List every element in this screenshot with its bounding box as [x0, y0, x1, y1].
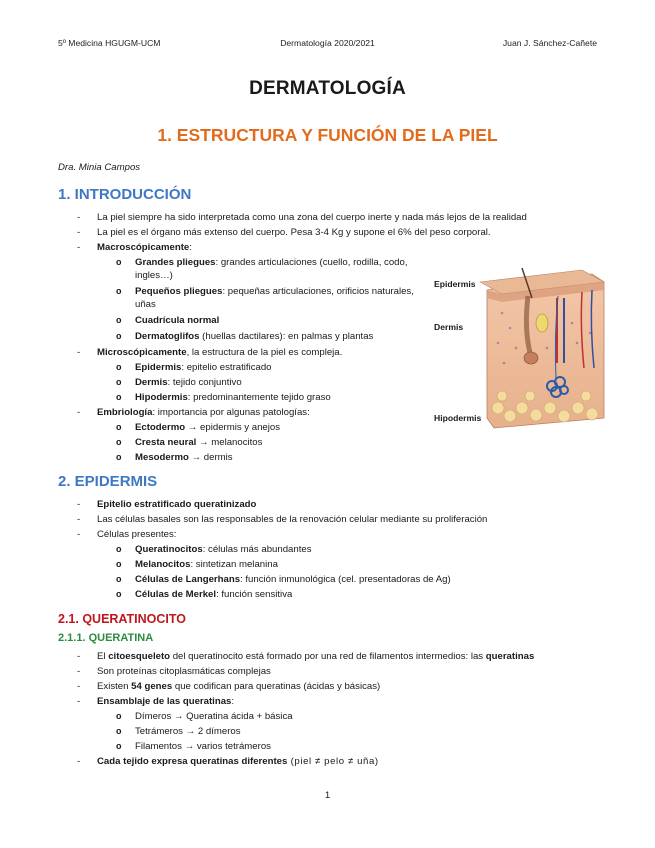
figure-label-hipodermis: Hipodermis: [434, 413, 482, 423]
sub-list-item: o Cuadrícula normal: [116, 315, 220, 326]
list-item: - Embriología: importancia por algunas patologías:: [77, 407, 310, 418]
list-item: - Existen 54 genes que codifican para queratinas (ácidas y básicas): [77, 681, 381, 692]
sub-list-item: o Queratinocitos: células más abundantes: [116, 544, 312, 555]
page-number: 1: [324, 790, 331, 801]
figure-label-dermis: Dermis: [434, 322, 464, 332]
sub-list-item: o Ectodermo → epidermis y anejos: [116, 422, 281, 433]
sub-list-item: o Dermatoglifos (huellas dactilares): en palmas y plantas: [116, 331, 374, 342]
sub-list-item: o Dímeros → Queratina ácida + básica: [116, 711, 293, 722]
list-item: - Microscópicamente, la estructura de la piel es compleja.: [77, 347, 343, 358]
skin-cross-section-illustration: [432, 268, 607, 432]
sub-list-item: o Hipodermis: predominantemente tejido graso: [116, 392, 331, 403]
sub-list-item: o Dermis: tejido conjuntivo: [116, 377, 242, 388]
sub-list-item: o Filamentos → varios tetrámeros: [116, 741, 271, 752]
list-item: - Las células basales son las responsables de la renovación celular mediante su proliferación: [77, 514, 488, 525]
sub-list-item: o Tetrámeros → 2 dímeros: [116, 726, 241, 737]
list-item: - Macroscópicamente:: [77, 242, 192, 253]
header-author: Juan J. Sánchez-Cañete: [502, 38, 597, 48]
list-item: - Epitelio estratificado queratinizado: [77, 499, 257, 510]
header-course: 5º Medicina HGUGM-UCM: [58, 38, 161, 48]
document-title: DERMATOLOGÍA: [249, 78, 406, 99]
sub-list-item: o Grandes pliegues: grandes articulaciones (cuello, rodilla, codo, ingles…): [116, 257, 408, 281]
list-item: - El citoesqueleto del queratinocito está formado por una red de filamentos intermedios: las queratinas: [77, 651, 535, 662]
figure-label-epidermis: Epidermis: [434, 279, 476, 289]
header-subject: Dermatología 2020/2021: [280, 38, 375, 48]
sub-list-item: o Melanocitos: sintetizan melanina: [116, 559, 278, 570]
section-introduccion-heading: 1. INTRODUCCIÓN: [58, 186, 192, 203]
list-item: - Ensamblaje de las queratinas:: [77, 696, 235, 707]
sub-list-item: o Células de Merkel: función sensitiva: [116, 589, 293, 600]
section-queratinocito-heading: 2.1. QUERATINOCITO: [58, 612, 187, 626]
section-epidermis-heading: 2. EPIDERMIS: [58, 473, 158, 490]
sub-list-item: o Mesodermo → dermis: [116, 452, 233, 463]
sub-list-item: o Cresta neural → melanocitos: [116, 437, 263, 448]
sub-list-item: o Pequeños pliegues: pequeñas articulaciones, orificios naturales, uñas: [116, 286, 414, 310]
chapter-title: 1. ESTRUCTURA Y FUNCIÓN DE LA PIEL: [157, 125, 498, 145]
sub-list-item: o Células de Langerhans: función inmunológica (cel. presentadoras de Ag): [116, 574, 451, 585]
list-item: - Son proteínas citoplasmáticas complejas: [77, 666, 271, 677]
sub-list-item: o Epidermis: epitelio estratificado: [116, 362, 272, 373]
list-item: - Cada tejido expresa queratinas diferentes (piel ≠ pelo ≠ uña): [77, 756, 379, 767]
list-item: - La piel es el órgano más extenso del cuerpo. Pesa 3-4 Kg y supone el 6% del peso corporal.: [77, 227, 491, 238]
lecturer-name: Dra. Minia Campos: [58, 162, 141, 173]
subsection-queratina-heading: 2.1.1. QUERATINA: [58, 632, 154, 644]
list-item: - La piel siempre ha sido interpretada como una zona del cuerpo inerte y nada más lejos de la realidad: [77, 212, 527, 223]
list-item: - Células presentes:: [77, 529, 177, 540]
